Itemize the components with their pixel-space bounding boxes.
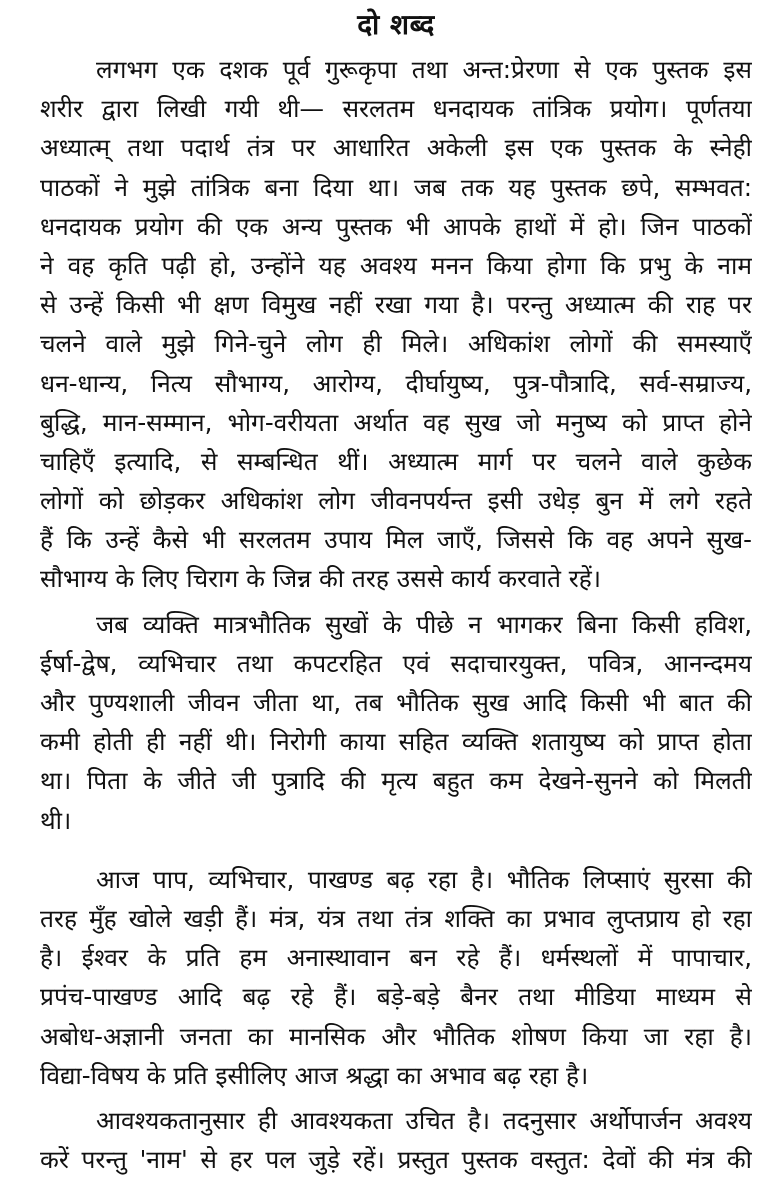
text-line: कमी होती ही नहीं थी। निरोगी काया सहित व्यक्ति शतायुष्य को प्राप्त होता xyxy=(40,727,752,757)
text-line: है। ईश्वर के प्रति हम अनास्थावान बन रहे हैं। धर्मस्थलों में पापाचार, xyxy=(40,943,752,973)
text-line: करें परन्तु 'नाम' से हर पल जुड़े रहें। प्रस्तुत पुस्तक वस्तुत: देवों की मंत्र की xyxy=(40,1145,752,1175)
text-line: जब व्यक्ति मात्रभौतिक सुखों के पीछे न भागकर बिना किसी हविश, xyxy=(96,609,752,639)
text-line: तरह मुँह खोले खड़ी हैं। मंत्र, यंत्र तथा तंत्र शक्ति का प्रभाव लुप्तप्राय हो रहा xyxy=(40,903,752,933)
text-line: ईर्षा-द्वेष, व्यभिचार तथा कपटरहित एवं सदाचारयुक्त, पवित्र, आनन्दमय xyxy=(40,648,752,678)
text-line: हैं कि उन्हें कैसे भी सरलतम उपाय मिल जाएँ, जिससे कि वह अपने सुख- xyxy=(40,525,752,555)
text-line: अध्यात्म् तथा पदार्थ तंत्र पर आधारित अकेली इस एक पुस्तक के स्नेही xyxy=(40,133,752,163)
text-line: प्रपंच-पाखण्ड आदि बढ़ रहे हैं। बड़े-बड़े बैनर तथा मीडिया माध्यम से xyxy=(40,982,752,1012)
text-line: से उन्हें किसी भी क्षण विमुख नहीं रखा गया है। परन्तु अध्यात्म की राह पर xyxy=(40,290,752,320)
text-line: चलने वाले मुझे गिने-चुने लोग ही मिले। अधिकांश लोगों की समस्याएँ xyxy=(40,329,752,359)
text-line: आज पाप, व्यभिचार, पाखण्ड बढ़ रहा है। भौतिक लिप्साएं सुरसा की xyxy=(96,864,752,894)
text-line: अबोध-अज्ञानी जनता का मानसिक और भौतिक शोषण किया जा रहा है। xyxy=(40,1021,752,1051)
text-line: सौभाग्य के लिए चिराग के जिन्न की तरह उससे कार्य करवाते रहें। xyxy=(40,564,602,594)
text-line: ने वह कृति पढ़ी हो, उन्होंने यह अवश्य मनन किया होगा कि प्रभु के नाम xyxy=(40,250,752,280)
text-line: विद्या-विषय के प्रति इसीलिए आज श्रद्धा का अभाव बढ़ रहा है। xyxy=(40,1060,589,1090)
spacer xyxy=(40,840,752,860)
paragraph-1 xyxy=(40,50,752,599)
text-line: और पुण्यशाली जीवन जीता था, तब भौतिक सुख आदि किसी भी बात की xyxy=(40,688,752,717)
text-line: पाठकों ने मुझे तांत्रिक बना दिया था। जब तक यह पुस्तक छपे, सम्भवत: xyxy=(40,172,752,202)
page-title: दो शब्द xyxy=(357,8,435,41)
text-line: धनदायक प्रयोग की एक अन्य पुस्तक भी आपके हाथों में हो। जिन पाठकों xyxy=(40,211,752,241)
text-line: थी। xyxy=(40,805,72,835)
text-line: आवश्यकतानुसार ही आवश्यकता उचित है। तदनुसार अर्थोपार्जन अवश्य xyxy=(96,1105,752,1135)
text-line: चाहिएँ इत्यादि, से सम्बन्धित थीं। अध्यात्म मार्ग पर चलने वाले कुछेक xyxy=(40,446,752,476)
text-line: धन-धान्य, नित्य सौभाग्य, आरोग्य, दीर्घायुष्य, पुत्र-पौत्रादि, सर्व-सम्राज्य, xyxy=(40,368,752,398)
text-line: शरीर द्वारा लिखी गयी थी— सरलतम धनदायक तांत्रिक प्रयोग। पूर्णतया xyxy=(40,94,752,124)
paragraph-3 xyxy=(40,860,752,1095)
paragraph-4 xyxy=(40,1101,752,1179)
text-line: बुद्धि, मान-सम्मान, भोग-वरीयता अर्थात वह सुख जो मनुष्य को प्राप्त होने xyxy=(40,407,752,437)
text-line: था। पिता के जीते जी पुत्रादि की मृत्य बहुत कम देखने-सुनने को मिलती xyxy=(40,766,752,796)
text-line: लगभग एक दशक पूर्व गुरूकृपा तथा अन्त:प्रेरणा से एक पुस्तक इस xyxy=(96,55,752,84)
paragraph-2 xyxy=(40,605,752,840)
text-line: लोगों को छोड़कर अधिकांश लोग जीवनपर्यन्त इसी उधेड़ बुन में लगे रहते xyxy=(40,486,752,516)
